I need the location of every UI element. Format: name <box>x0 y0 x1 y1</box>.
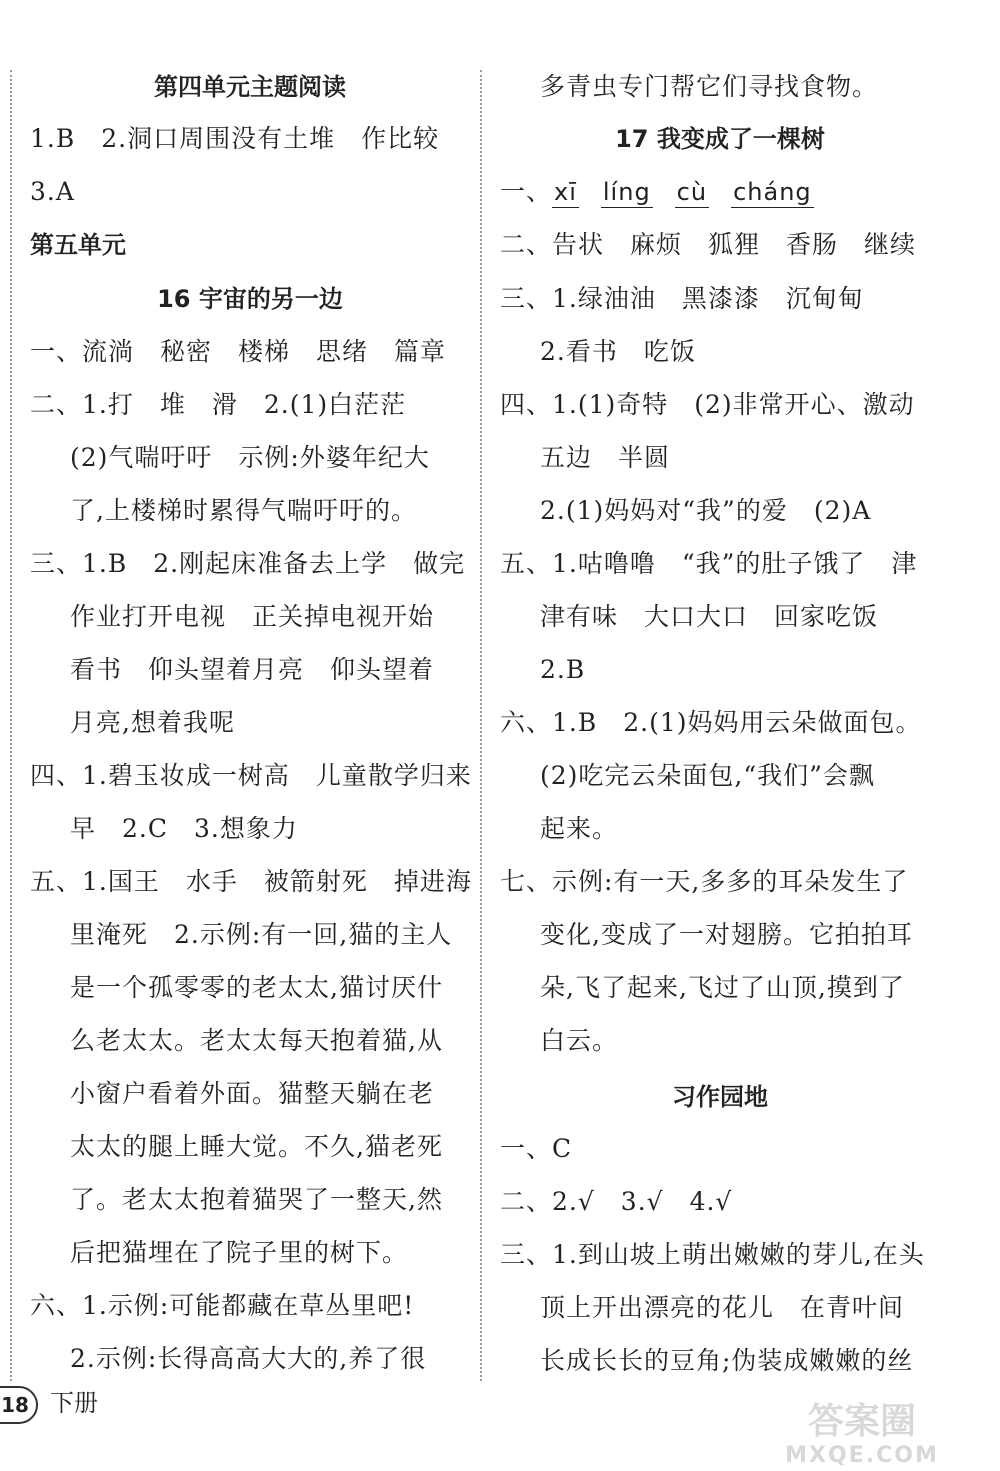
answer-line: 太太的腿上睡大觉。不久,猫老死 <box>70 1132 443 1161</box>
answer-line: 里淹死 2.示例:有一回,猫的主人 <box>70 920 453 949</box>
answer-line: 顶上开出漂亮的花儿 在青叶间 <box>540 1293 905 1322</box>
answer-line: 变化,变成了一对翅膀。它拍拍耳 <box>540 920 913 949</box>
page-number: 18 <box>0 1386 38 1424</box>
answer-line: 一、流淌 秘密 楼梯 思绪 篇章 <box>30 337 447 366</box>
answer-line: 起来。 <box>540 814 619 843</box>
answer-line: 早 2.C 3.想象力 <box>70 814 298 843</box>
watermark-logo <box>742 1400 982 1470</box>
answer-line: 作业打开电视 正关掉电视开始 <box>70 602 435 631</box>
answer-line: 3.A <box>30 177 75 206</box>
pinyin-line <box>500 175 836 209</box>
answer-line: 朵,飞了起来,飞过了山顶,摸到了 <box>540 973 905 1002</box>
pinyin-answer: líng <box>602 178 651 206</box>
answer-line: 长成长长的豆角;伪装成嫩嫩的丝 <box>540 1346 914 1375</box>
pinyin-answer: cù <box>676 178 708 206</box>
answer-line: 2.B <box>540 655 586 684</box>
answer-line: 2.示例:长得高高大大的,养了很 <box>70 1344 427 1373</box>
answer-line: 三、1.到山坡上萌出嫩嫩的芽儿,在头 <box>500 1240 925 1269</box>
answer-line: 三、1.B 2.刚起床准备去上学 做完 <box>30 549 466 578</box>
answer-line: 五、1.咕噜噜 “我”的肚子饿了 津 <box>500 549 918 578</box>
answer-line: 五、1.国王 水手 被箭射死 掉进海 <box>30 867 472 896</box>
unit4-reading-heading: 第四单元主题阅读 <box>154 73 346 101</box>
answer-line: 二、1.打 堆 滑 2.(1)白茫茫 <box>30 390 407 419</box>
answer-line: 四、1.碧玉妆成一树高 儿童散学归来 <box>30 761 472 790</box>
pinyin-answer: cháng <box>733 178 812 206</box>
answer-line: 白云。 <box>540 1026 619 1055</box>
answer-line: 是一个孤零零的老太太,猫讨厌什 <box>70 973 443 1002</box>
answer-line: (2)吃完云朵面包,“我们”会飘 <box>540 761 875 790</box>
answer-line: 津有味 大口大口 回家吃饭 <box>540 602 879 631</box>
answer-line: 1.B 2.洞口周围没有土堆 作比较 <box>30 124 440 153</box>
answer-line: 后把猫埋在了院子里的树下。 <box>70 1238 409 1267</box>
lesson17-heading: 17 我变成了一棵树 <box>615 125 825 153</box>
answer-line: 看书 仰头望着月亮 仰头望着 <box>70 655 435 684</box>
answer-line: 么老太太。老太太每天抱着猫,从 <box>70 1026 443 1055</box>
answer-line: (2)气喘吁吁 示例:外婆年纪大 <box>70 443 430 472</box>
answer-line: 多青虫专门帮它们寻找食物。 <box>540 72 879 101</box>
watermark-sub: MXQE.COM <box>785 1443 939 1468</box>
xizuo-heading: 习作园地 <box>672 1083 768 1111</box>
pinyin-answer: xī <box>554 178 577 206</box>
left-margin-divider <box>10 70 12 1381</box>
answer-line: 六、1.B 2.(1)妈妈用云朵做面包。 <box>500 708 922 737</box>
lesson16-heading: 16 宇宙的另一边 <box>157 285 343 313</box>
answer-line: 小窗户看着外面。猫整天躺在老 <box>70 1079 435 1108</box>
answer-line: 2.(1)妈妈对“我”的爱 (2)A <box>540 496 872 525</box>
answer-line: 2.看书 吃饭 <box>540 337 696 366</box>
section-prefix: 一、 <box>500 177 553 206</box>
answer-line: 二、告状 麻烦 狐狸 香肠 继续 <box>500 230 917 259</box>
answer-line: 月亮,想着我呢 <box>70 708 235 737</box>
answer-line: 六、1.示例:可能都藏在草丛里吧! <box>30 1291 415 1320</box>
answer-line: 了。老太太抱着猫哭了一整天,然 <box>70 1185 443 1214</box>
answer-line: 三、1.绿油油 黑漆漆 沉甸甸 <box>500 284 864 313</box>
watermark-main: 答案圈 <box>807 1401 916 1442</box>
answer-line: 一、C <box>500 1134 573 1163</box>
answer-line: 了,上楼梯时累得气喘吁吁的。 <box>70 496 417 525</box>
answer-line: 五边 半圆 <box>540 443 671 472</box>
answer-line: 二、2.√ 3.√ 4.√ <box>500 1187 733 1216</box>
unit5-heading: 第五单元 <box>30 231 126 259</box>
volume-label: 下册 <box>50 1389 98 1417</box>
answer-line: 七、示例:有一天,多多的耳朵发生了 <box>500 867 909 896</box>
column-divider <box>480 70 482 1381</box>
answer-line: 四、1.(1)奇特 (2)非常开心、激动 <box>500 390 915 419</box>
